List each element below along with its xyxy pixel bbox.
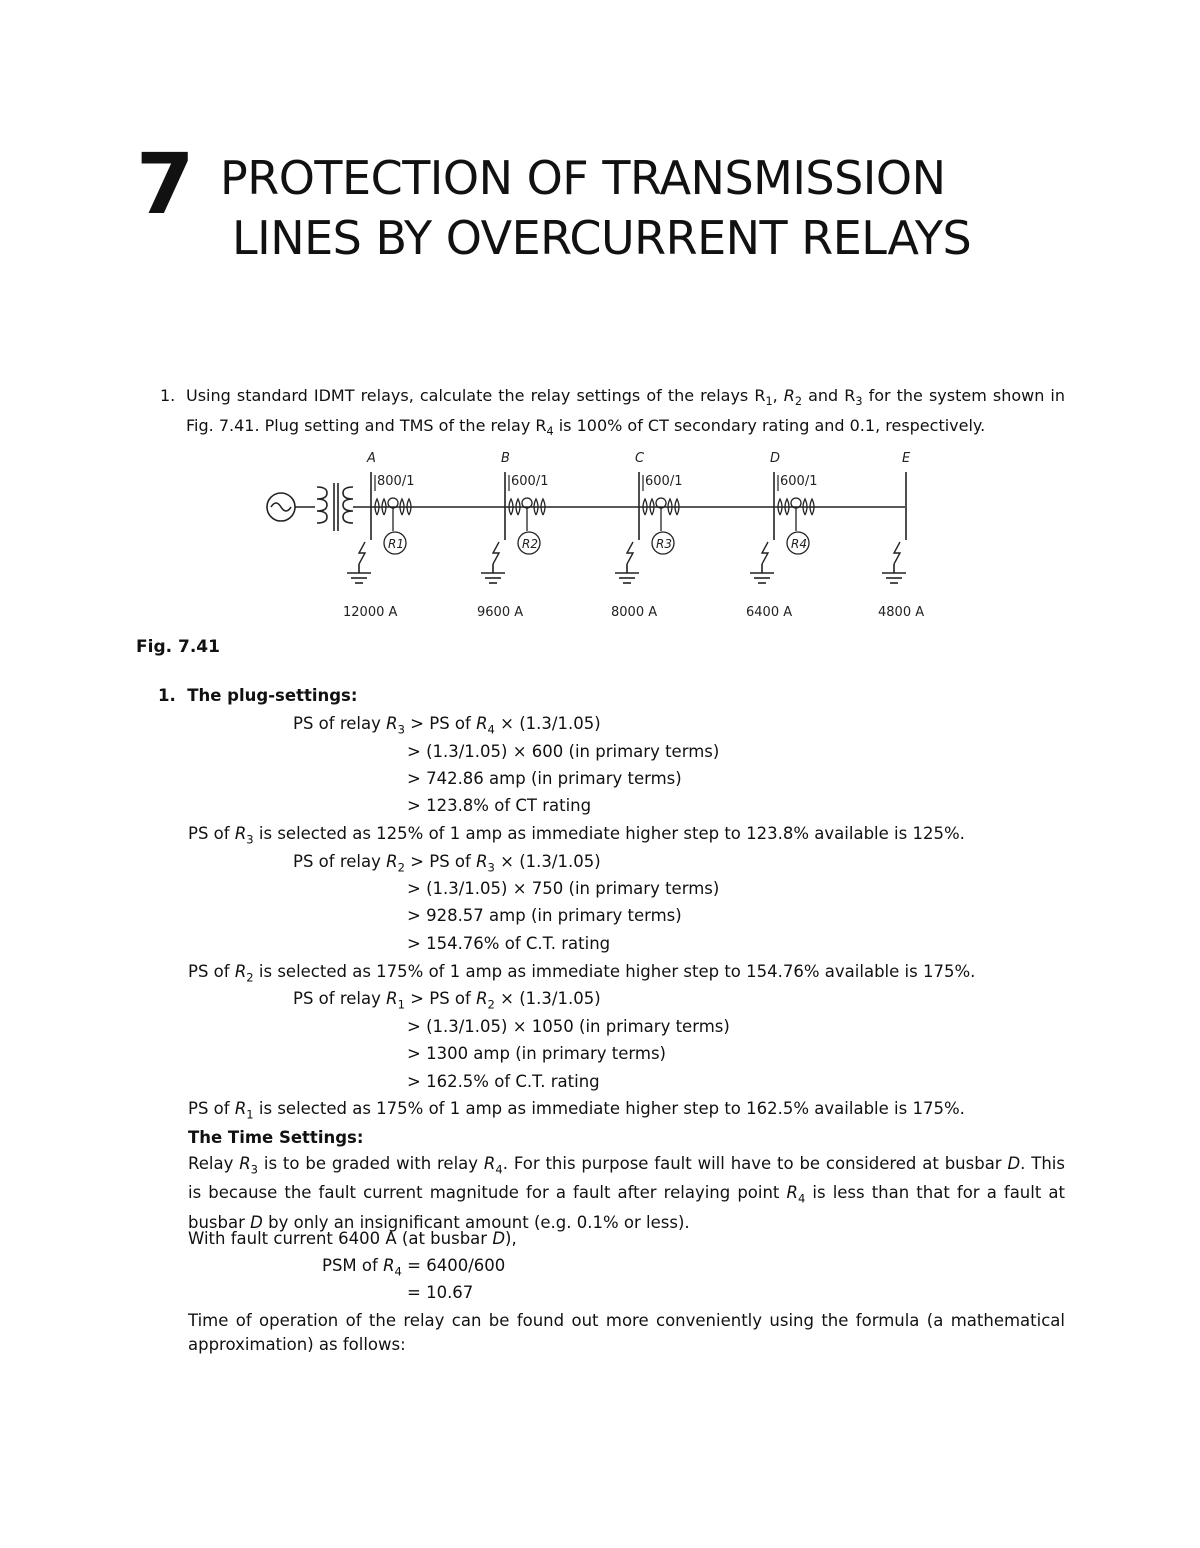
ct-ratio-label: 600/1 — [511, 474, 549, 489]
chapter-title — [220, 148, 971, 268]
r3-line-3: > 742.86 amp (in primary terms) — [407, 769, 682, 788]
fault-current-label: 12000 A — [343, 605, 398, 620]
bus-label-c: C — [635, 451, 645, 466]
r2-line-2: > (1.3/1.05) × 750 (in primary terms) — [407, 879, 720, 898]
plug-settings-heading: 1. The plug-settings: — [158, 686, 358, 705]
bus-label-e: E — [902, 451, 911, 466]
psm-line-2: = 10.67 — [407, 1283, 474, 1302]
fault-arrow-icon — [894, 542, 900, 564]
time-settings-paragraph: Relay $R_3$ is to be graded with relay $R_4$. For this purpose fault will have to be considered at busbar D. This is because the fault current magnitude for a fault after relaying point $R_4$ is less than that for a fault at busbar D by only an insignificant amount (e.g. 0.1% or less). — [188, 1154, 1065, 1232]
relay-label: R3 — [656, 537, 672, 551]
chapter-title-line-1: PROTECTION OF TRANSMISSION — [220, 151, 946, 205]
r2-line-4: > 154.76% of C.T. rating — [407, 934, 611, 953]
ct-ratio-label: 800/1 — [377, 474, 415, 489]
transformer-icon — [317, 483, 353, 531]
r2-line-1: PS of relay $R_2$ > PS of $R_3 \times (1.3/1.05)$ — [293, 852, 601, 875]
relay-label: R4 — [791, 537, 807, 551]
fault-arrow-icon — [359, 542, 365, 564]
problem-number: 1. — [160, 386, 176, 405]
r3-line-4: > 123.8% of CT rating — [407, 796, 592, 815]
fault-current-label: 6400 A — [746, 605, 793, 620]
bus-label-b: B — [501, 451, 510, 466]
problem-statement — [160, 384, 1065, 444]
fault-arrow-icon — [493, 542, 499, 564]
r1-line-1: PS of relay $R_1$ > PS of $R_2 \times (1.3/1.05)$ — [293, 989, 601, 1012]
psm-line-1: PSM of $R_4 = 6400/600$ — [322, 1256, 506, 1279]
bus-label-d: D — [770, 451, 781, 466]
bus-label-a: A — [367, 451, 376, 466]
relay-label: R1 — [388, 537, 404, 551]
figure-caption: Fig. 7.41 — [136, 637, 220, 657]
r3-note: PS of $R_3$ is selected as 125% of 1 amp as immediate higher step to 123.8% available is 125%. — [188, 824, 965, 847]
fault-current-line: With fault current 6400 A (at busbar D), — [188, 1229, 517, 1248]
r2-note: PS of $R_2$ is selected as 175% of 1 amp as immediate higher step to 154.76% available is 175%. — [188, 962, 976, 985]
problem-text: Using standard IDMT relays, calculate the relay settings of the relays $R_1$, $R_2$ and $R_3$ for the system shown in Fig. 7.41. Plug setting and TMS of the relay $R_4$ is 100% of CT secondary rating and 0.1, respectively. — [186, 386, 1066, 439]
fault-current-label: 8000 A — [611, 605, 658, 620]
closing-paragraph: Time of operation of the relay can be found out more conveniently using the formula (a mathematical approximation) as follows: — [188, 1311, 1065, 1354]
generator-wave — [271, 503, 291, 511]
chapter-title-line-2: LINES BY OVERCURRENT RELAYS — [232, 211, 972, 265]
time-settings-heading: The Time Settings: — [188, 1128, 364, 1147]
r1-line-2: > (1.3/1.05) × 1050 (in primary terms) — [407, 1017, 730, 1036]
chapter-number: 7 — [136, 135, 195, 233]
fault-arrow-icon — [627, 542, 633, 564]
fault-arrow-icon — [762, 542, 768, 564]
r3-line-1: PS of relay $R_3$ > PS of $R_4 \times (1.3/1.05)$ — [293, 714, 601, 737]
r3-line-2: > (1.3/1.05) × 600 (in primary terms) — [407, 742, 720, 761]
r1-line-4: > 162.5% of C.T. rating — [407, 1072, 600, 1091]
fault-current-label: 4800 A — [878, 605, 925, 620]
fault-current-label: 9600 A — [477, 605, 524, 620]
relay-label: R2 — [522, 537, 538, 551]
system-diagram — [255, 445, 955, 630]
ct-ratio-label: 600/1 — [780, 474, 818, 489]
r1-line-3: > 1300 amp (in primary terms) — [407, 1044, 666, 1063]
r2-line-3: > 928.57 amp (in primary terms) — [407, 906, 682, 925]
r1-note: PS of $R_1$ is selected as 175% of 1 amp as immediate higher step to 162.5% available is 175%. — [188, 1099, 965, 1122]
ct-ratio-label: 600/1 — [645, 474, 683, 489]
